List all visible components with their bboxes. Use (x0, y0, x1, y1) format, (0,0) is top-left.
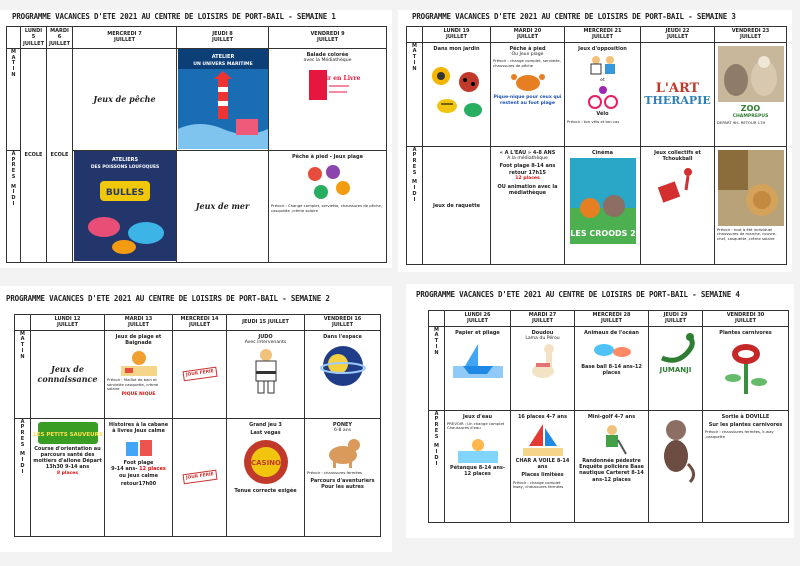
mini-golf-image (594, 422, 630, 456)
day-header: JEUDI 22 JUILLET (641, 27, 715, 43)
svg-text:BULLES: BULLES (105, 187, 144, 198)
week-4-table (428, 310, 789, 523)
day-header: MARDI 13 JUILLET (105, 315, 173, 331)
pony-image (323, 435, 363, 469)
day-header: JEUDI 8 JUILLET (177, 27, 269, 49)
sand-yacht-image (523, 422, 563, 456)
activity-cell: Plantes carnivores (703, 326, 789, 410)
activity-cell: Jeux de raquette (423, 146, 491, 264)
activity-cell (177, 48, 269, 150)
matin-label: M A T I N (407, 42, 423, 146)
apres-midi-label: A P R E S M I D I (15, 418, 31, 536)
ecole-cell: ECOLE (21, 48, 47, 262)
activity-cell: Jeux d'eau PREVOIR : Un change complet Chaussures d'eau Pétanque 8-14 ans-12 places (445, 410, 511, 522)
activity-cell: JUDO Avec intervenants (227, 330, 305, 418)
water-games-image (458, 433, 498, 463)
maritime-poster (178, 49, 268, 149)
day-header: VENDREDI 16 JUILLET (305, 315, 381, 331)
ocean-animals-image (590, 338, 634, 362)
snake-image (656, 330, 696, 364)
activity-cell: Sortie à DOVILLE Sur les plantes carnivores Prévoir : chaussures fermées, k-way ,casquette (703, 410, 789, 522)
day-header: MERCREDI 21 JUILLET (565, 27, 641, 43)
day-header: MARDI 20 JUILLET (491, 27, 565, 43)
carnivorous-plant-image (719, 338, 773, 394)
activity-cell: Jeux collectifs et Tchoukball (641, 146, 715, 264)
svg-text:Partir en Livre: Partir en Livre (311, 74, 360, 82)
lama-image (526, 343, 560, 383)
matin-label: M A T I N (15, 330, 31, 418)
activity-cell (649, 326, 703, 410)
apres-midi-label: A P R E S M I D I (7, 150, 21, 262)
activity-cell: Jeux de connaissance (31, 330, 105, 418)
partir-en-livre-logo (305, 66, 360, 106)
day-header: MERCREDI 28 JUILLET (575, 311, 649, 327)
apres-midi-label: A P R E S M I D I (407, 146, 423, 264)
monkey-image (654, 414, 698, 484)
day-header: JEUDI 29 JUILLET (649, 311, 703, 327)
day-header: MERCREDI 7 JUILLET (73, 27, 177, 49)
day-header: MERCREDI 14 JUILLET (173, 315, 227, 331)
day-header: MARDI 27 JUILLET (511, 311, 575, 327)
activity-cell (173, 330, 227, 418)
judo-image (246, 347, 286, 395)
activity-cell: Pêche à pied Ou Jeux plage Prévoir : change complet, serviette, chaussures de pêche Pique-nique pour ceux qui restent au foot plage (491, 42, 565, 146)
books-image (124, 436, 154, 458)
day-header: VENDREDI 30 JUILLET (703, 311, 789, 327)
week-2-table (14, 314, 381, 537)
activity-cell: Histoires à la cabane à livres Jeux calme Foot plage 9-14 ans- 12 places ou jeux calme retour17h00 (105, 418, 173, 536)
week-1-title: PROGRAMME VACANCES D'ETE 2021 AU CENTRE DE LOISIRS DE PORT-BAIL - SEMAINE 1 (12, 12, 336, 21)
svg-text:UN UNIVERS MARITIME: UN UNIVERS MARITIME (192, 61, 253, 67)
jour-ferie-stamp: JOUR FÉRIÉ (182, 470, 217, 484)
judo-kids-image (586, 54, 620, 76)
day-header: VENDREDI 9 JUILLET (269, 27, 387, 49)
crab-image (510, 71, 546, 93)
matin-label: M A T I N (429, 326, 445, 410)
activity-cell: Mini-golf 4-7 ans Randonnée pédestre Enquête policière Base nautique Carteret 8-14 ans-12 places (575, 410, 649, 522)
activity-cell: « A L'EAU » 4-8 ANS A la médiathèque Foot plage 8-14 ans retour 17h15 12 places OU animation avec la médiathèque (491, 146, 565, 264)
art-therapie-logo: L'ART (655, 81, 700, 96)
beach-kid-image (121, 348, 157, 376)
ecole-cell: ECOLE (47, 48, 73, 262)
day-header: JEUDI 15 JUILLET (227, 315, 305, 331)
activity-cell: Jeux de pêche (73, 48, 177, 150)
activity-cell: Jeux de mer (177, 150, 269, 262)
svg-text:ATELIERS: ATELIERS (111, 156, 138, 163)
bike-image (588, 85, 618, 109)
week-1-table (6, 26, 387, 263)
week-3-sheet (398, 10, 792, 272)
week-4-title: PROGRAMME VACANCES D'ETE 2021 AU CENTRE DE LOISIRS DE PORT-BAIL - SEMAINE 4 (416, 290, 740, 299)
activity-cell: Animaux de l'océan Base ball 8-14 ans-12 places (575, 326, 649, 410)
activity-cell: LES PETITS SAUVEURS Course d'orientation au parcours santé des moitiers d'allone Départ 13h30 9-14 ans 8 places (31, 418, 105, 536)
activity-cell: Jeux de plage et Baignade Prévoir : Maillot de bain et serviette casquette, crème solaire PIQUE NIQUE (105, 330, 173, 418)
week-4-sheet (406, 284, 794, 538)
zoo-logo: ZOO (740, 103, 761, 113)
jour-ferie-stamp: JOUR FÉRIÉ (182, 367, 217, 381)
svg-text:LES CROODS 2: LES CROODS 2 (569, 228, 636, 238)
croods-poster (570, 158, 636, 244)
day-header: MARDI 6 JUILLET (47, 27, 73, 49)
lion-image (718, 150, 784, 226)
activity-cell: Dans mon jardin (423, 42, 491, 146)
space-image (318, 342, 368, 390)
poissons-loufoques-poster (74, 151, 176, 261)
svg-text:LES PETITS SAUVEURS: LES PETITS SAUVEURS (32, 431, 103, 438)
matin-label: M A T I N (7, 48, 21, 150)
day-header: LUNDI 5 JUILLET (21, 27, 47, 49)
activity-cell: ZOO CHAMPREPUS DEPART 9H- RETOUR 17H (715, 42, 787, 146)
week-3-title: PROGRAMME VACANCES D'ETE 2021 AU CENTRE DE LOISIRS DE PORT-BAIL - SEMAINE 3 (412, 12, 736, 21)
week-2-sheet (0, 286, 392, 552)
garden-bugs-image (427, 54, 487, 124)
week-2-title: PROGRAMME VACANCES D'ETE 2021 AU CENTRE DE LOISIRS DE PORT-BAIL - SEMAINE 2 (6, 294, 330, 303)
apres-midi-label: A P R E S M I D I (429, 410, 445, 522)
activity-cell: PONEY 6-8 ans Prévoir : chaussures fermées Parcours d'aventuriers Pour les autres (305, 418, 381, 536)
day-header: LUNDI 19 JUILLET (423, 27, 491, 43)
day-header: LUNDI 26 JUILLET (445, 311, 511, 327)
activity-cell: Cinéma LES CROODS 2 (565, 146, 641, 264)
casino-image (238, 438, 294, 486)
activity-cell: Grand jeu 3 Last vegas CASINO Tenue correcte exigée (227, 418, 305, 536)
activity-cell: 16 places 4-7 ans CHAR A VOILE 8-14 ans Places limitées Prévoir : change complet kway, chaussures fermées (511, 410, 575, 522)
week-3-table (406, 26, 787, 265)
day-header: VENDREDI 23 JUILLET (715, 27, 787, 43)
svg-text:DES POISSONS LOUFOQUES: DES POISSONS LOUFOQUES (90, 164, 159, 170)
zoo-animals-image (718, 46, 784, 102)
svg-text:CASINO: CASINO (250, 459, 281, 467)
tchoukball-image (658, 164, 698, 204)
paper-boat-image (453, 338, 503, 378)
day-header: LUNDI 12 JUILLET (31, 315, 105, 331)
activity-cell: Pêche à pied - Jeux plage Prévoir : Change complet, serviette, chaussures de pêche, casquette ,crème solaire (269, 150, 387, 262)
activity-cell (73, 150, 177, 262)
activity-cell: Jeux d'opposition et Vélo Prévoir : ton vélo et ton cas (565, 42, 641, 146)
petits-sauveurs-logo (32, 422, 103, 444)
activity-cell: L'ART THERAPIE (641, 42, 715, 146)
activity-cell: Balade colorée avec la Médiathèque Partir en Livre (269, 48, 387, 150)
activity-cell (649, 410, 703, 522)
jumanji-logo: JUMANJI (659, 365, 692, 374)
crabs-image (303, 162, 353, 202)
activity-cell (173, 418, 227, 536)
week-1-sheet (0, 10, 392, 268)
activity-cell: Prévoir : tout à été individuel chaussures de marche, couvre-chef, casquette ,crème solaire (715, 146, 787, 264)
svg-text:ATELIER: ATELIER (211, 53, 234, 60)
activity-cell: Papier et pliage (445, 326, 511, 410)
activity-cell: Dans l'espace (305, 330, 381, 418)
activity-cell: Doudou Lama du Pérou (511, 326, 575, 410)
